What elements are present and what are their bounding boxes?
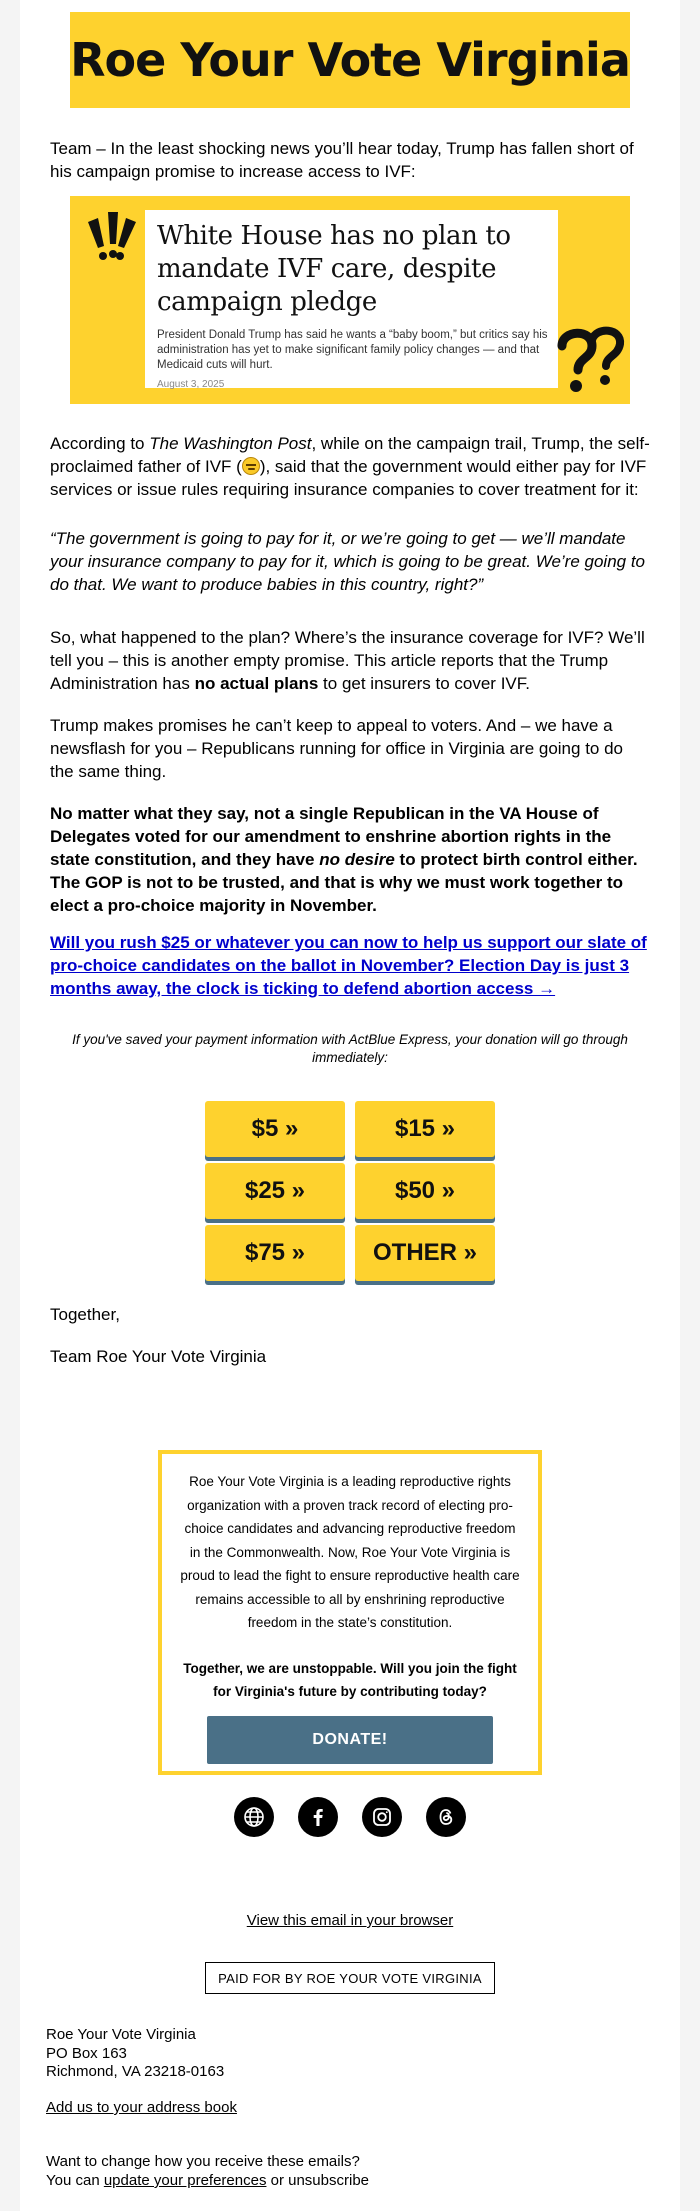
plan-text-post: to get insurers to cover IVF. bbox=[318, 674, 530, 693]
view-in-browser-link[interactable]: View this email in your browser bbox=[246, 1912, 454, 1929]
gop-paragraph bbox=[50, 802, 650, 917]
wapo-text-pre: According to bbox=[50, 434, 150, 453]
article-card bbox=[145, 210, 558, 388]
preferences-line bbox=[46, 2171, 369, 2190]
address-line: Richmond, VA 23218-0163 bbox=[46, 2063, 225, 2080]
exclamation-icon bbox=[82, 206, 142, 266]
mailing-address bbox=[46, 2026, 224, 2082]
donation-ask-link[interactable]: Will you rush $25 or whatever you can now to help us support our slate of pro-choice candidates on the ballot in November? Election Day is just 3 months away, the clock is ticking to defend abortion access → bbox=[50, 933, 647, 998]
add-address-book-link[interactable]: Add us to your address book bbox=[46, 2099, 237, 2116]
promises-paragraph: Trump makes promises he can’t keep to appeal to voters. And – we have a newsflash for you – Republicans running for office in Virginia are going to do the same thing. bbox=[50, 716, 624, 781]
donate-75-button[interactable]: $75 » bbox=[205, 1225, 345, 1281]
wapo-source: The Washington Post bbox=[149, 434, 312, 453]
intro-text: Team – In the least shocking news you’ll hear today, Trump has fallen short of his campaign promise to increase access to IVF: bbox=[50, 139, 634, 181]
donate-button[interactable]: DONATE! bbox=[207, 1716, 493, 1764]
about-box bbox=[158, 1450, 542, 1775]
article-date: August 3, 2025 bbox=[157, 379, 225, 390]
donation-ask bbox=[50, 931, 650, 1000]
donate-5-button[interactable]: $5 » bbox=[205, 1101, 345, 1157]
smirk-emoji-icon bbox=[242, 457, 260, 475]
instagram-link[interactable] bbox=[362, 1797, 402, 1837]
actblue-note: If you've saved your payment information with ActBlue Express, your donation will go through immediately: bbox=[72, 1032, 628, 1065]
address-line: Roe Your Vote Virginia bbox=[46, 2026, 196, 2043]
about-cta: Together, we are unstoppable. Will you join the fight for Virginia's future by contributing today? bbox=[183, 1660, 517, 1699]
wapo-text-mid: , while on the campaign trail, Trump, the self-proclaimed father of IVF ( bbox=[50, 434, 650, 476]
social-links bbox=[234, 1797, 466, 1837]
preferences-text bbox=[46, 2152, 369, 2190]
donate-15-button[interactable]: $15 » bbox=[355, 1101, 495, 1157]
change-prompt: Want to change how you receive these emails? bbox=[46, 2153, 360, 2170]
threads-link[interactable] bbox=[426, 1797, 466, 1837]
trump-quote: “The government is going to pay for it, or we’re going to get — we’ll mandate your insurance company to pay for it, which is going to be great. We’re going to do that. We want to produce babies in this country, right?” bbox=[50, 529, 646, 594]
banner-title: Roe Your Vote Virginia bbox=[70, 33, 630, 87]
gop-text-em: no desire bbox=[319, 850, 395, 869]
gop-text-post: to protect birth control either. The GOP is not to be trusted, and that is why we must work together to elect a pro-choice majority in November. bbox=[50, 850, 638, 915]
wapo-paragraph bbox=[50, 432, 650, 501]
donate-25-button[interactable]: $25 » bbox=[205, 1163, 345, 1219]
facebook-link[interactable] bbox=[298, 1797, 338, 1837]
globe-icon bbox=[242, 1805, 266, 1829]
about-text: Roe Your Vote Virginia is a leading reproductive rights organization with a proven track record of electing pro-choice candidates and advancing reproductive freedom in the Commonwealth. Now, Roe Your Vote Virginia is proud to lead the fight to ensure reproductive health care remains accessible to all by enshrining reproductive freedom in the state’s constitution. bbox=[180, 1474, 520, 1630]
paid-for-disclaimer: PAID FOR BY ROE YOUR VOTE VIRGINIA bbox=[205, 1962, 495, 1994]
facebook-icon bbox=[306, 1805, 330, 1829]
donation-amounts bbox=[205, 1101, 495, 1281]
plan-paragraph bbox=[50, 626, 650, 695]
question-marks-icon bbox=[548, 316, 628, 396]
signoff-together: Together, bbox=[50, 1305, 120, 1324]
website-link[interactable] bbox=[234, 1797, 274, 1837]
wapo-text-post: ), said that the government would either pay for IVF services or issue rules requiring insurance companies to cover treatment for it: bbox=[50, 457, 647, 499]
signoff-team: Team Roe Your Vote Virginia bbox=[50, 1347, 267, 1366]
gop-text-pre: No matter what they say, not a single Republican in the VA House of Delegates voted for our amendment to enshrine abortion rights in the state constitution, and they have bbox=[50, 804, 612, 869]
header-banner bbox=[70, 12, 630, 108]
article-headline: White House has no plan to mandate IVF care, despite campaign pledge bbox=[157, 221, 511, 317]
update-preferences-link[interactable]: update your preferences bbox=[103, 2172, 267, 2189]
unsubscribe-text[interactable]: or unsubscribe bbox=[266, 2172, 370, 2189]
threads-icon bbox=[434, 1805, 458, 1829]
plan-text-pre: So, what happened to the plan? Where’s the insurance coverage for IVF? We’ll tell you – this is another empty promise. This article reports that the Trump Administration has bbox=[50, 628, 645, 693]
donate-50-button[interactable]: $50 » bbox=[355, 1163, 495, 1219]
donate-other-button[interactable]: OTHER » bbox=[355, 1225, 495, 1281]
article-dek: President Donald Trump has said he wants a “baby boom,” but critics say his administration has yet to make significant family policy changes — and that Medicaid cuts will hurt. bbox=[157, 329, 548, 371]
address-line: PO Box 163 bbox=[46, 2044, 127, 2062]
plan-text-bold: no actual plans bbox=[194, 674, 319, 693]
article-image bbox=[70, 196, 630, 404]
email-page bbox=[20, 0, 680, 2211]
you-can-text: You can bbox=[46, 2172, 104, 2189]
instagram-icon bbox=[370, 1805, 394, 1829]
